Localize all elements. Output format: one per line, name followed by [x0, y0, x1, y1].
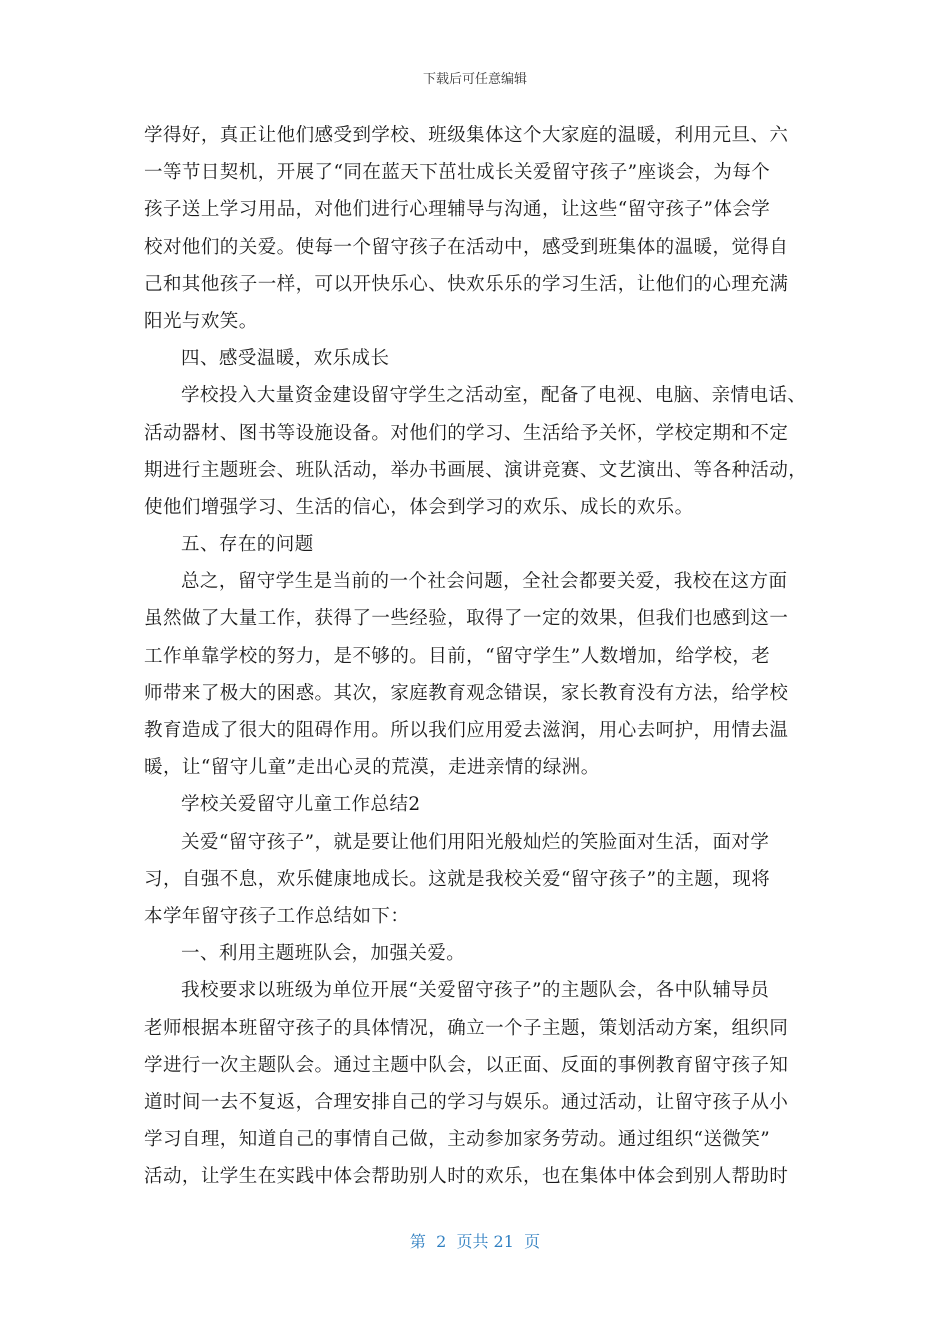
text-line: 活动，让学生在实践中体会帮助别人时的欢乐，也在集体中体会到别人帮助时	[144, 1166, 789, 1188]
section-heading: 四、感受温暖，欢乐成长	[181, 348, 390, 370]
text-line: 教育造成了很大的阻碍作用。所以我们应用爱去滋润，用心去呵护，用情去温	[144, 720, 789, 741]
text-line: 使他们增强学习、生活的信心，体会到学习的欢乐、成长的欢乐。	[144, 496, 694, 518]
text-line: 一等节日契机，开展了“同在蓝天下茁壮成长关爱留守孩子”座谈会，为每个	[144, 162, 771, 184]
text-line: 学习自理，知道自己的事情自己做，主动参加家务劳动。通过组织“送微笑”	[144, 1129, 771, 1151]
text-line: 关爱“留守孩子”，就是要让他们用阳光般灿烂的笑脸面对生活，面对学	[181, 831, 770, 853]
text-line: 本学年留守孩子工作总结如下：	[144, 905, 410, 927]
text-line: 工作单靠学校的努力，是不够的。目前，“留守学生”人数增加，给学校，老	[144, 645, 771, 667]
text-line: 习，自强不息，欢乐健康地成长。这就是我校关爱“留守孩子”的主题，现将	[144, 868, 771, 890]
text-line: 道时间一去不复返，合理安排自己的学习与娱乐。通过活动，让留守孩子从小	[144, 1091, 789, 1113]
section-heading: 一、利用主题班队会，加强关爱。	[181, 943, 466, 965]
text-line: 总之，留守学生是当前的一个社会问题，全社会都要关爱，我校在这方面	[181, 571, 788, 593]
text-line: 学进行一次主题队会。通过主题中队会，以正面、反面的事例教育留守孩子知	[144, 1054, 789, 1076]
text-line: 暖，让“留守儿童”走出心灵的荒漠，走进亲情的绿洲。	[144, 757, 600, 779]
page-number-footer: 第 2 页共 21 页	[409, 1232, 541, 1251]
text-line: 己和其他孩子一样，可以开快乐心、快欢乐乐的学习生活，让他们的心理充满	[144, 273, 789, 295]
text-line: 活动器材、图书等设施设备。对他们的学习、生活给予关怀，学校定期和不定	[144, 422, 789, 444]
text-line: 期进行主题班会、班队活动，举办书画展、演讲竞赛、文艺演出、等各种活动，	[144, 459, 808, 481]
text-line: 我校要求以班级为单位开展“关爱留守孩子”的主题队会，各中队辅导员	[181, 980, 770, 1002]
text-line: 师带来了极大的困惑。其次，家庭教育观念错误，家长教育没有方法，给学校	[144, 682, 789, 704]
text-line: 老师根据本班留守孩子的具体情况，确立一个子主题，策划活动方案，组织同	[144, 1017, 789, 1039]
document-title: 学校关爱留守儿童工作总结2	[181, 794, 421, 816]
text-line: 学校投入大量资金建设留守学生之活动室，配备了电视、电脑、亲情电话、	[181, 385, 807, 407]
text-line: 校对他们的关爱。使每一个留守孩子在活动中，感受到班集体的温暖，觉得自	[144, 236, 789, 258]
section-heading: 五、存在的问题	[181, 534, 314, 556]
text-line: 学得好，真正让他们感受到学校、班级集体这个大家庭的温暖，利用元旦、六	[144, 125, 789, 146]
text-line: 阳光与欢笑。	[144, 310, 258, 332]
text-line: 孩子送上学习用品，对他们进行心理辅导与沟通，让这些“留守孩子”体会学	[144, 199, 771, 221]
text-line: 虽然做了大量工作，获得了一些经验，取得了一定的效果，但我们也感到这一	[144, 608, 789, 630]
page-header: 下载后可任意编辑	[422, 72, 527, 87]
document-body	[144, 117, 808, 1195]
